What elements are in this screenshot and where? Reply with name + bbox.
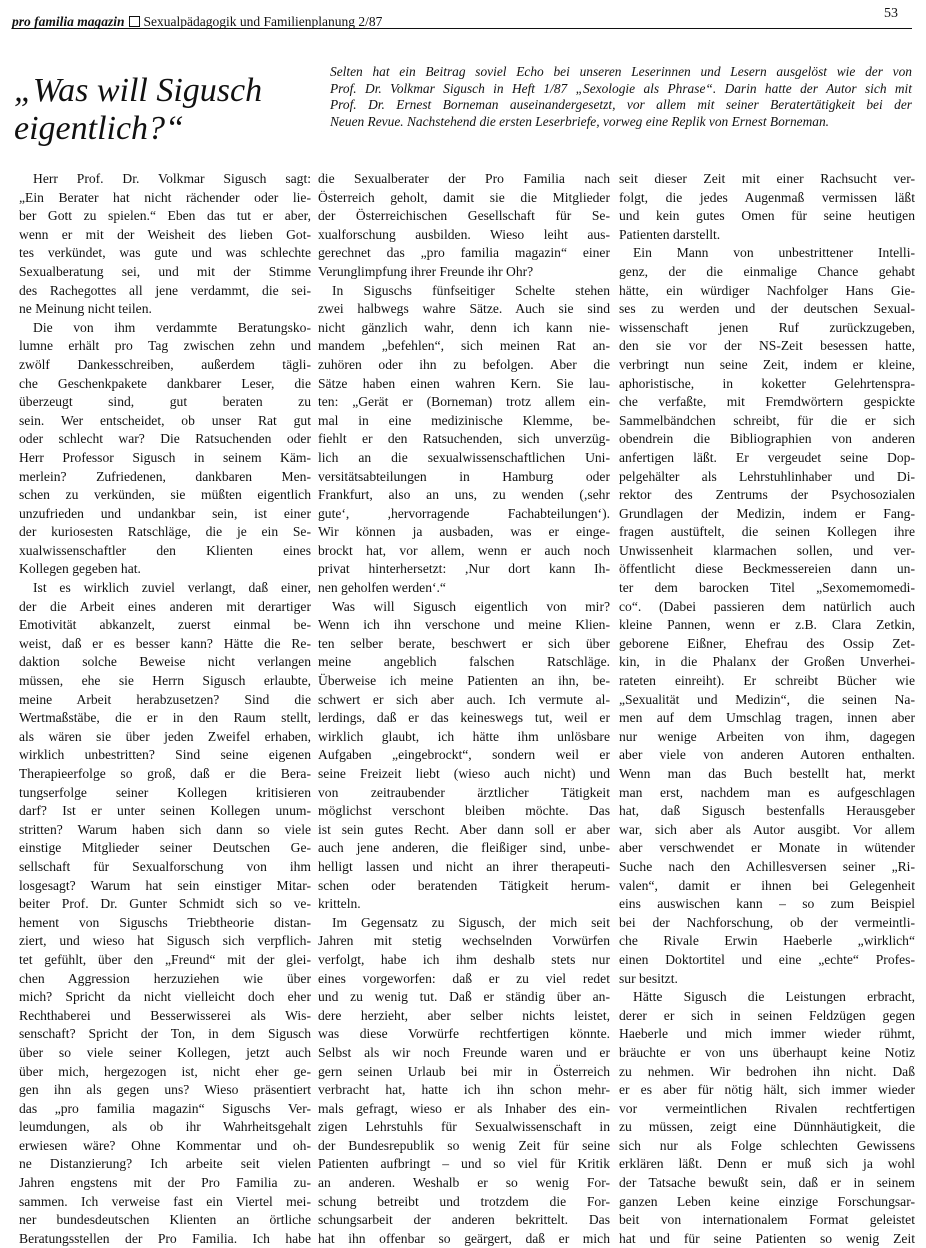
text-line: hat, daß Sigusch bestenfalls Herausgeber bbox=[619, 803, 915, 819]
text-line: über mich, hergezogen ist, nicht eher ge- bbox=[19, 1063, 311, 1079]
text-line: hement von Siguschs Triebtheorie distan- bbox=[19, 914, 311, 930]
text-line: die Sexualberater der Pro Familia nach bbox=[318, 171, 610, 186]
text-line: seit dieser Zeit mit einer Rachsucht ver- bbox=[619, 171, 915, 186]
text-line: ter dem barocken Titel „Sexomemomedi- bbox=[619, 580, 915, 596]
text-line: che Geschenkpakete dankbarer Leser, die bbox=[19, 375, 311, 391]
text-line: Hätte Sigusch die Leistungen erbracht, bbox=[633, 989, 915, 1005]
text-line: schungsarbeit der anderen bekrittelt. Das bbox=[318, 1212, 610, 1228]
text-line: einen Doktortitel und eine „echte“ Profes- bbox=[619, 951, 915, 967]
text-line: mals gefragt, wieso er als Inhaber des ein- bbox=[318, 1100, 610, 1116]
text-line: wirklich unbestritten? Sind seine eigenen bbox=[19, 747, 311, 763]
text-line: pelgehälter als Lehrstuhlinhaber und Di- bbox=[619, 468, 915, 484]
text-line: dere herzieht, aber selber nichts leistet, bbox=[318, 1007, 610, 1023]
text-line: Ist es wirklich zuviel verlangt, daß einer, bbox=[33, 580, 311, 596]
text-line: an anderen. Weshalb er so wenig For- bbox=[318, 1175, 610, 1191]
text-column-2 bbox=[318, 170, 610, 1248]
text-line: ziert, und wieso hat Sigusch sich verpflich- bbox=[19, 933, 311, 949]
text-line: hätte, ein würdiger Nachfolger Hans Gie- bbox=[619, 282, 915, 298]
text-line: sein. Wer entscheidet, ob unser Rat gut bbox=[19, 412, 311, 428]
text-line: gute‘, ,hervorragende Fachabteilungen‘). bbox=[318, 505, 610, 521]
text-line: oder schlecht war? Die Ratsuchenden oder bbox=[19, 431, 311, 447]
lede-line: Prof. Dr. Volkmar Sigusch in Heft 1/87 „Sexologie als Phrase“. Darin hatte der Autor sich mit bbox=[330, 80, 912, 96]
text-line: Wenn man das Buch bestellt hat, merkt bbox=[619, 766, 915, 781]
text-line: zigen Lehrstuhls für Sexualwissenschaft in bbox=[318, 1119, 610, 1135]
text-line: tet gefühlt, über den „Freund“ mit der glei- bbox=[19, 951, 311, 967]
text-line: Unwissenheit klarmachen sollen, und ver- bbox=[619, 542, 915, 558]
text-line: wissenschaft jenen Ruf zurückzugeben, bbox=[619, 319, 915, 335]
text-line: beiter Prof. Dr. Gunter Schmidt sich so ve- bbox=[19, 896, 311, 912]
lede-line: Neuen Revue. Nachstehend die ersten Leserbriefe, vorweg eine Replik von Ernest Borneman. bbox=[330, 113, 830, 129]
text-line: man erst, nachdem man es aufgeschlagen bbox=[619, 784, 915, 800]
text-line: brockt hat, vor allem, wenn er auch noch bbox=[318, 542, 610, 558]
text-line: meine Arbeit herabzusetzen? Sind die bbox=[19, 691, 311, 707]
text-line: ganzen Leben keine einzige Forschungsar- bbox=[619, 1193, 915, 1209]
text-line: war, sich aber als Autor ausgibt. Vor allem bbox=[619, 821, 915, 837]
text-line: und kein gutes Omen für seine heutigen bbox=[619, 208, 915, 224]
text-line: Selbst als wir noch Freunde waren und er bbox=[318, 1044, 610, 1060]
text-line: Überweise ich meine Patienten an ihn, be- bbox=[318, 673, 610, 689]
text-line: xualwissenschaftler den Klienten eines bbox=[19, 542, 311, 558]
text-line: beit von internationalem Format geleistet bbox=[619, 1212, 915, 1228]
text-line: verfolgt, habe ich ihm deshalb stets nur bbox=[318, 951, 610, 967]
text-line: schwert er sich aber auch. Ich vermute al- bbox=[318, 691, 610, 707]
text-line: den sie vor der NS-Zeit besessen hatte, bbox=[619, 338, 915, 354]
text-line: Wertmaßstäbe, die er in den Raum stellt, bbox=[19, 710, 311, 726]
text-line: tungserfolge seiner Kollegen kritisieren bbox=[19, 784, 311, 800]
text-line: mal in eine medizinische Klemme, be- bbox=[318, 412, 610, 428]
text-line: der kuriosesten Ratschläge, die je ein Se- bbox=[19, 524, 311, 540]
text-line: Rechthaberei und Besserwisserei als Wis- bbox=[19, 1007, 311, 1023]
magazine-name: pro familia magazin bbox=[12, 14, 125, 29]
text-line: sur besitzt. bbox=[619, 970, 678, 986]
text-line: „Ein Berater hat nicht rächender oder lie- bbox=[19, 189, 311, 205]
text-line: er es aber für nötig hält, sich immer wieder bbox=[619, 1082, 915, 1098]
text-line: ten: „Gerät er (Borneman) trotz allem ein- bbox=[318, 394, 610, 410]
text-line: Jahren engstens mit der Pro Familia zu- bbox=[19, 1175, 311, 1191]
running-header bbox=[12, 6, 912, 28]
text-line: zwei halbwegs wahre Sätze. Auch sie sind bbox=[318, 301, 610, 317]
text-line: was diese Vorwürfe rechtfertigen könnte. bbox=[318, 1026, 610, 1042]
text-line: men auf dem Umschlag tragen, innen aber bbox=[619, 710, 915, 726]
text-line: nur wenige Arbeiten von ihm, dagegen bbox=[619, 728, 915, 744]
text-line: vor vermeintlichen Rivalen rechtfertigen bbox=[619, 1100, 915, 1116]
text-line: meine angeblich falschen Ratschläge. bbox=[318, 654, 610, 670]
text-line: che verfaßte, mit Fremdwörtern gespickte bbox=[619, 394, 915, 410]
article-title bbox=[14, 72, 314, 148]
text-line: ne Distanzierung? Ich arbeite seit vielen bbox=[19, 1156, 311, 1172]
text-line: bräuchte er von uns überhaupt keine Notiz bbox=[619, 1044, 915, 1060]
text-line: ses zu werden und der deutschen Sexual- bbox=[619, 301, 915, 317]
text-line: der die Arbeit eines anderen mit derartiger bbox=[19, 598, 311, 614]
title-line: eigentlich?“ bbox=[14, 110, 184, 147]
text-line: und zu wenig tut. Daß er ständig über an- bbox=[318, 989, 610, 1005]
text-line: Sätze haben einen wahren Kern. Sie lau- bbox=[318, 375, 610, 391]
text-line: verbringt nun seine Zeit, indem er kleine, bbox=[619, 356, 915, 372]
text-line: versitätsabteilungen in Hamburg oder bbox=[318, 468, 610, 484]
text-column-3 bbox=[619, 170, 915, 1248]
text-line: eines vorgeworfen: daß er zu viel redet bbox=[318, 970, 610, 986]
page-number: 53 bbox=[884, 6, 898, 21]
text-line: senschaft? Spricht der Ton, in dem Sigusch bbox=[19, 1026, 311, 1042]
text-line: merlein? Zufriedenen, dankbaren Men- bbox=[19, 468, 311, 484]
text-line: fragen austüftelt, die seinen Kollegen ihre bbox=[619, 524, 915, 540]
text-line: Patienten darstellt. bbox=[619, 226, 721, 242]
text-line: schung betreibt und trotzdem die For- bbox=[318, 1193, 610, 1209]
text-line: Österreich geholt, damit sie die Mitglieder bbox=[318, 189, 610, 205]
text-line: aber viele von anderen Autoren enthalten. bbox=[619, 747, 915, 763]
text-line: xualforschung ausbilden. Wieso leiht aus- bbox=[318, 226, 610, 242]
article-lede bbox=[330, 64, 912, 130]
lede-line: Prof. Dr. Ernest Borneman auseinandergesetzt, vor allem mit seiner Beratertätigkeit bei der bbox=[330, 97, 912, 112]
text-line: lumne erhält pro Tag zwischen zehn und bbox=[19, 338, 311, 354]
text-line: Emotivität abkanzelt, zuerst einmal be- bbox=[19, 617, 311, 633]
text-line: sammen. Ich verweise fast ein Viertel mei- bbox=[19, 1193, 311, 1209]
text-line: Aufgaben „eingebrockt“, sondern weil er bbox=[318, 747, 610, 763]
text-line: schen oder beratenden Tätigkeit herum- bbox=[318, 877, 610, 893]
lede-line: Selten hat ein Beitrag soviel Echo bei unseren Leserinnen und Lesern ausgelöst wie der von bbox=[330, 64, 912, 79]
text-line: der Bundesrepublik so wenig Zeit für seine bbox=[318, 1137, 610, 1153]
text-line: Haeberle und mich immer wieder rühmt, bbox=[619, 1026, 915, 1042]
text-line: erwiesen wäre? Ohne Kommentar und oh- bbox=[19, 1137, 311, 1153]
text-line: co“. (Dabei passieren dem natürlich auch bbox=[619, 598, 915, 614]
text-line: das „pro familia magazin“ Siguschs Ver- bbox=[19, 1100, 311, 1116]
text-line: einstige Mitglieder seiner Deutschen Ge- bbox=[19, 840, 311, 856]
text-line: „Sexualität und Medizin“, die seinen Na- bbox=[619, 691, 915, 707]
text-line: Patienten aufbringt – und so viel für Kritik bbox=[318, 1156, 610, 1172]
text-line: der Tatsache bewußt sein, daß er in seinem bbox=[619, 1175, 915, 1191]
text-line: gern seinen Urlaub bei mir in Österreich bbox=[318, 1063, 610, 1079]
text-line: sich nur als Folge schlechten Gewissens bbox=[619, 1137, 915, 1153]
text-line: nicht gänzlich wahr, denn ich kann nie- bbox=[318, 319, 610, 335]
text-line: Im Gegensatz zu Sigusch, der mich seit bbox=[332, 914, 610, 930]
text-line: mich? Spricht da nicht vielleicht doch eher bbox=[19, 989, 311, 1005]
text-line: Die von ihm verdammte Beratungsko- bbox=[33, 319, 311, 335]
text-line: kin, in die Phalanx der Großen Unverhei- bbox=[619, 654, 915, 670]
text-line: hat und für seine Patienten so wenig Zeit bbox=[619, 1230, 915, 1246]
text-line: tes verkündet, was gute und was schlechte bbox=[19, 245, 311, 261]
text-line: nen geholfen werden‘.“ bbox=[318, 580, 446, 596]
text-line: losgesagt? Warum hat sein einstiger Mitar- bbox=[19, 877, 311, 893]
text-line: möglichst verschont bleiben möchte. Das bbox=[318, 803, 610, 819]
text-line: helligt lassen und nicht an ihrer therapeuti- bbox=[318, 858, 610, 874]
title-line: „Was will Sigusch bbox=[14, 72, 263, 109]
header-rule bbox=[12, 28, 912, 29]
text-line: valen“, damit er ihnen bei Gelegenheit bbox=[619, 877, 915, 893]
text-line: schen zu verkünden, sie müßten eigentlich bbox=[19, 487, 311, 503]
text-line: Suche nach den Achillesversen seiner „Ri- bbox=[619, 858, 915, 874]
text-line: Wir können ja ausbaden, was er einge- bbox=[318, 524, 610, 540]
text-line: Sammelbändchen schreibt, für die er sich bbox=[619, 412, 915, 428]
text-line: fiehlt er den Ratsuchenden, sich unverzüg- bbox=[318, 431, 610, 447]
text-line: Therapieerfolge so groß, daß er die Bera- bbox=[19, 766, 311, 781]
text-line: stritten? Warum haben sich dann so viele bbox=[19, 821, 311, 837]
text-line: ist sein gutes Recht. Aber dann soll er aber bbox=[318, 821, 610, 837]
text-line: Kollegen gegeben hat. bbox=[19, 561, 141, 577]
text-line: privat hinterhersetzt: ,Nur dort kann Ih- bbox=[318, 561, 610, 577]
text-line: eins auswischen kann – so zum Beispiel bbox=[619, 896, 915, 912]
text-line: der Österreichischen Gesellschaft für Se- bbox=[318, 208, 610, 224]
text-line: Ein Mann von unbestrittener Intelli- bbox=[633, 245, 915, 261]
text-line: leumdungen, als ob ihr Wahrheitsgehalt bbox=[19, 1119, 311, 1135]
text-line: öffentlicht diese Beckmessereien dann un- bbox=[619, 561, 915, 577]
text-line: des Rachegottes all jene verdammt, die sei- bbox=[19, 282, 311, 298]
text-line: verbracht hat, hatte ich ihn schon mehr- bbox=[318, 1082, 610, 1098]
text-line: obendrein die Bibliographien von anderen bbox=[619, 431, 915, 447]
text-line: ner bundesdeutschen Klienten an örtliche bbox=[19, 1212, 311, 1228]
text-line: che Rivale Erwin Haeberle „wirklich“ bbox=[619, 933, 915, 949]
text-line: rektor des Zentrums der Psychosozialen bbox=[619, 487, 915, 503]
text-line: Verunglimpfung ihrer Freunde ihr Ohr? bbox=[318, 263, 534, 279]
text-line: erklären läßt. Denn er muß sich ja wohl bbox=[619, 1156, 915, 1172]
text-line: Frankfurt, also an uns, zu wenden (,sehr bbox=[318, 487, 610, 503]
square-bullet-icon bbox=[129, 16, 140, 27]
text-line: zwölf Dankesschreiben, außerdem tägli- bbox=[19, 356, 311, 372]
text-line: hat ihn offenbar so geärgert, daß er mich bbox=[318, 1230, 610, 1246]
text-line: überzeugt sind, gut beraten zu bbox=[19, 394, 311, 410]
text-line: zu müssen, zeigt eine Dünnhäutigkeit, die bbox=[619, 1119, 915, 1135]
text-line: derer er sich in seinen Feldzügen gegen bbox=[619, 1007, 915, 1023]
text-line: anfertigen läßt. Er vergeudet seine Dop- bbox=[619, 449, 915, 465]
text-line: weist, daß er es besser kann? Hätte die Re- bbox=[19, 635, 311, 651]
text-line: Grundlagen der Medizin, indem er Fang- bbox=[619, 505, 915, 521]
text-column-1 bbox=[19, 170, 311, 1248]
text-line: bei der Nachforschung, ob der vermeintli- bbox=[619, 914, 915, 930]
text-line: seine Freizeit liebt (wieso auch nicht) und bbox=[318, 766, 610, 781]
text-line: als wären sie über jeden Zweifel erhaben, bbox=[19, 728, 311, 744]
text-line: daktion solche Beweise nicht verlangen bbox=[19, 654, 311, 670]
section-name: Sexualpädagogik und Familienplanung 2/87 bbox=[143, 14, 383, 29]
text-line: lich an die sexualwissenschaftlichen Uni- bbox=[318, 449, 610, 465]
text-line: genz, der die einmalige Chance gehabt bbox=[619, 263, 915, 279]
text-line: chen Aggression herzuziehen wie über bbox=[19, 970, 311, 986]
text-line: Sexualberatung sei, und mit der Stimme bbox=[19, 263, 311, 279]
text-line: Wenn ich ihn verschone und meine Klien- bbox=[318, 617, 610, 633]
text-line: In Siguschs fünfseitiger Schelte stehen bbox=[332, 282, 610, 298]
text-line: sellschaft für Sexualforschung von ihm bbox=[19, 858, 311, 874]
text-line: ne Meinung nicht teilen. bbox=[19, 301, 152, 317]
text-line: Jahren mit stetig wechselnden Vorwürfen bbox=[318, 933, 610, 949]
text-line: ten selber berate, beschwert er sich über bbox=[318, 635, 610, 651]
text-line: mandem „befehlen“, sich meinen Rat an- bbox=[318, 338, 610, 354]
text-line: müssen, ehe sie Herrn Sigusch erlaubte, bbox=[19, 673, 311, 689]
text-line: ber Gott zu spielen.“ Eben das tut er aber, bbox=[19, 208, 311, 224]
text-line: kleine Pannen, wenn er z.B. Clara Zetkin, bbox=[619, 617, 915, 633]
text-line: gerechnet das „pro familia magazin“ einer bbox=[318, 245, 610, 261]
text-line: gen ihn als gegen uns? Wieso präsentiert bbox=[19, 1082, 311, 1098]
text-line: von zeitraubender ärztlicher Tätigkeit bbox=[318, 784, 610, 800]
text-line: wenn er mit der Weisheit des lieben Got- bbox=[19, 226, 311, 242]
text-line: zu nehmen. Wir bedrohen ihn nicht. Daß bbox=[619, 1063, 915, 1079]
text-line: Herr Professor Sigusch in seinem Käm- bbox=[19, 449, 311, 465]
text-line: aber verschwendet er Monate in wütender bbox=[619, 840, 915, 856]
text-line: kritteln. bbox=[318, 896, 361, 912]
text-line: aphoristische, in koketter Gelehrtenspra- bbox=[619, 375, 915, 391]
text-line: zuhören oder ihn zu befolgen. Aber die bbox=[318, 356, 610, 372]
text-line: Beratungsstellen der Pro Familia. Ich habe bbox=[19, 1230, 311, 1246]
text-line: auch jene anderen, die fleißiger sind, unbe- bbox=[318, 840, 610, 856]
text-line: rateten einreiht). Er schreibt Bücher wie bbox=[619, 673, 915, 689]
text-line: Was will Sigusch eigentlich von mir? bbox=[332, 598, 610, 614]
text-line: lerdings, daß er das keineswegs tut, weil er bbox=[318, 710, 610, 726]
text-line: unzufrieden und undankbar sein, ist einer bbox=[19, 505, 311, 521]
text-line: wirklich glaubt, ich hätte ihm unlösbare bbox=[318, 728, 610, 744]
text-line: darf? Ist er unter seinen Kollegen unum- bbox=[19, 803, 311, 819]
text-line: folgt, die jedes Augenmaß vermissen läßt bbox=[619, 189, 915, 205]
text-line: Herr Prof. Dr. Volkmar Sigusch sagt: bbox=[33, 171, 311, 186]
text-line: geborene Eißner, Ehefrau des Ossip Zet- bbox=[619, 635, 915, 651]
text-line: über so viele seiner Kollegen, jetzt auch bbox=[19, 1044, 311, 1060]
